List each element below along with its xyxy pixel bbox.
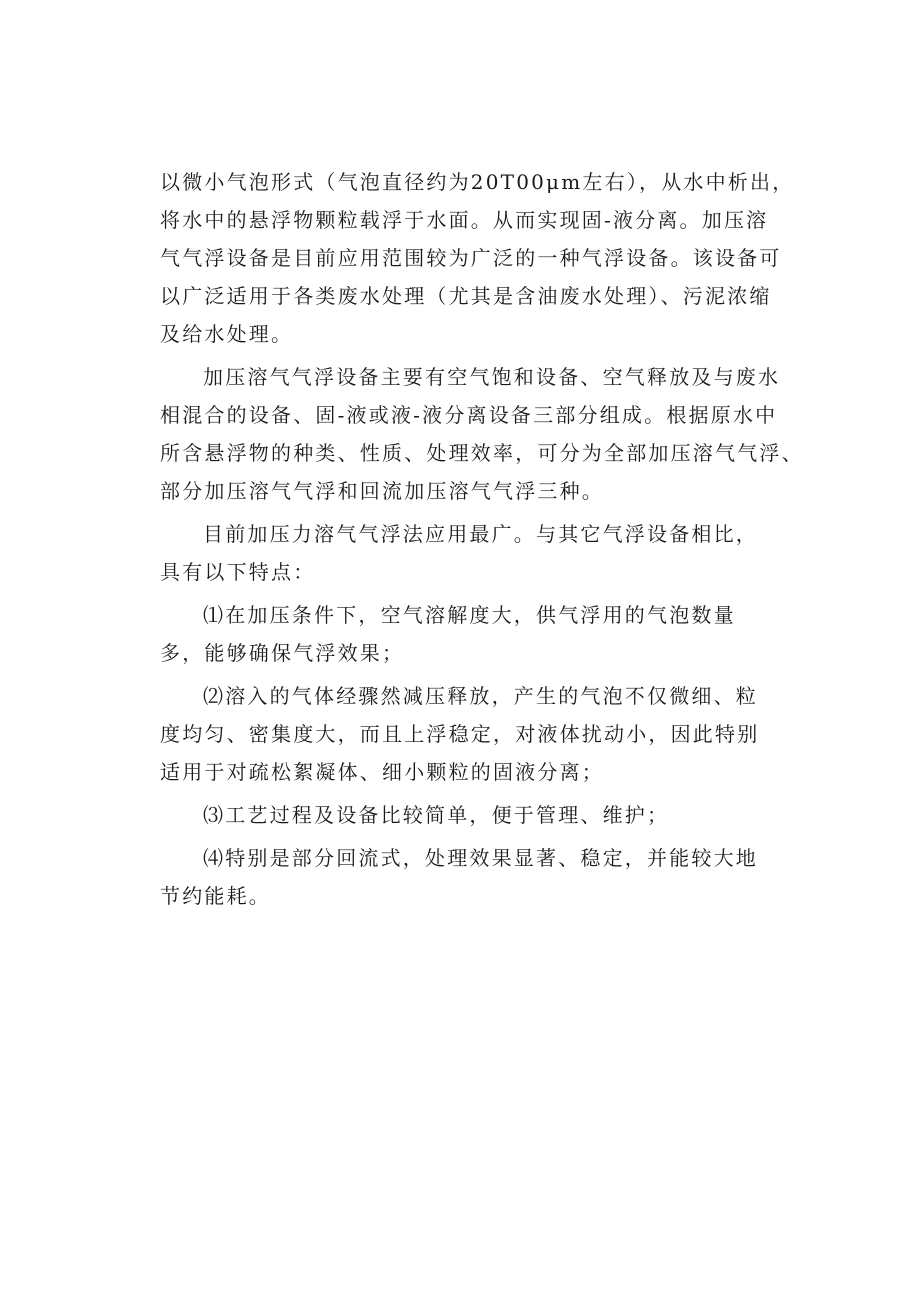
document-body — [160, 163, 804, 915]
feature-4-line-2: 节约能耗。 — [160, 884, 271, 908]
feature-1-line-1: ⑴在加压条件下，空气溶解度大，供气浮用的气泡数量 — [203, 603, 736, 627]
paragraph-2-line-4: 部分加压溶气气浮和回流加压溶气气浮三种。 — [160, 479, 604, 503]
feature-1-line-2: 多，能够确保气浮效果； — [160, 641, 405, 665]
paragraph-1-line-3: 气气浮设备是目前应用范围较为广泛的一种气浮设备。该设备可 — [160, 246, 782, 270]
paragraph-2-line-1: 加压溶气气浮设备主要有空气饱和设备、空气释放及与废水 — [203, 365, 781, 389]
paragraph-2-line-2: 相混合的设备、固-液或液-液分离设备三部分组成。根据原水中 — [160, 403, 778, 427]
feature-2-line-1: ⑵溶入的气体经骤然减压释放，产生的气泡不仅微细、粒 — [203, 684, 758, 708]
feature-2-line-2: 度均匀、密集度大，而且上浮稳定，对液体扰动小，因此特别 — [160, 722, 760, 746]
paragraph-3-line-2: 具有以下特点： — [160, 560, 316, 584]
feature-3-line-1: ⑶工艺过程及设备比较简单，便于管理、维护； — [203, 803, 670, 827]
paragraph-3-line-1: 目前加压力溶气气浮法应用最广。与其它气浮设备相比， — [203, 522, 758, 546]
paragraph-1-line-1: 以微小气泡形式（气泡直径约为20T00μm左右），从水中析出， — [160, 170, 795, 194]
paragraph-1-line-2: 将水中的悬浮物颗粒载浮于水面。从而实现固-液分离。加压溶 — [160, 208, 769, 232]
feature-2-line-3: 适用于对疏松絮凝体、细小颗粒的固液分离； — [160, 760, 604, 784]
paragraph-1-line-5: 及给水处理。 — [160, 322, 294, 346]
feature-4-line-1: ⑷特别是部分回流式，处理效果显著、稳定，并能较大地 — [203, 846, 758, 870]
paragraph-1-line-4: 以广泛适用于各类废水处理（尤其是含油废水处理）、污泥浓缩 — [160, 284, 772, 308]
paragraph-2-line-3: 所含悬浮物的种类、性质、处理效率，可分为全部加压溶气气浮、 — [160, 441, 804, 465]
